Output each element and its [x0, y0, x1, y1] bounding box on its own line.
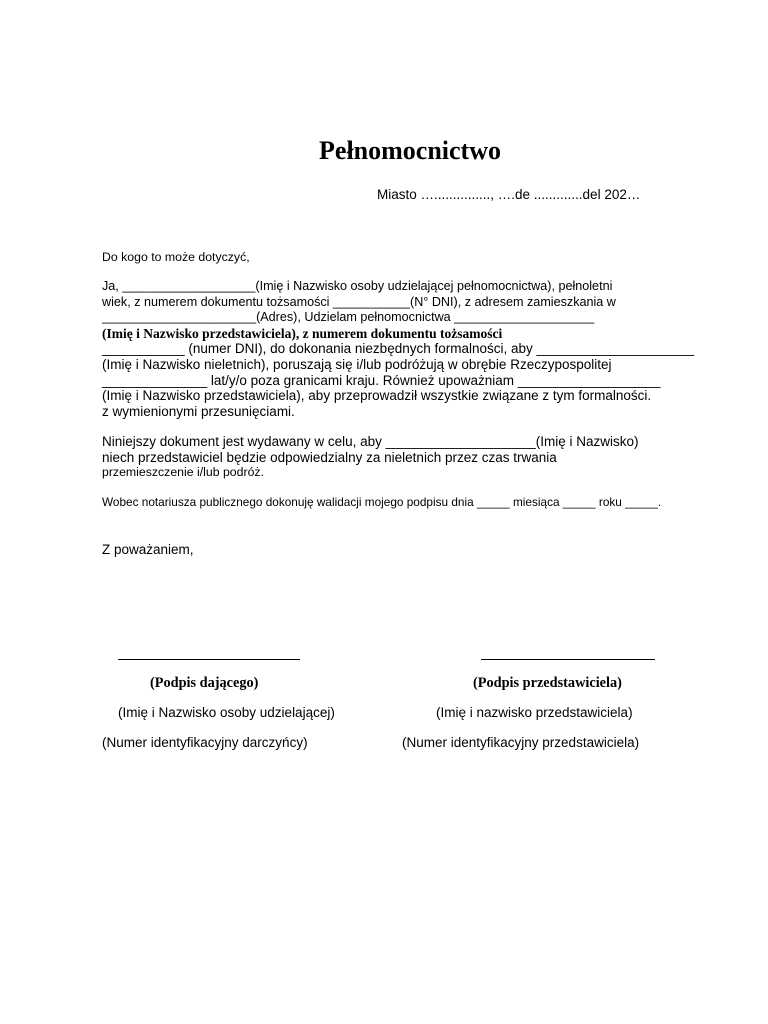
- dateline: Miasto …..............., ….de .............del 202…: [377, 187, 641, 202]
- signer-name-right: (Imię i nazwisko przedstawiciela): [436, 705, 633, 720]
- paragraph-line: Ja, ___________________(Imię i Nazwisko osoby udzielającej pełnomocnictwa), pełnoletni: [102, 279, 613, 293]
- paragraph-line: ___________ (numer DNI), do dokonania niezbędnych formalności, aby _____________________: [102, 341, 695, 357]
- paragraph-line: niech przedstawiciel będzie odpowiedzialny za nieletnich przez czas trwania: [102, 449, 557, 465]
- paragraph-authorization: [102, 279, 694, 419]
- signature-line-right: [481, 659, 655, 660]
- paragraph-line: (Imię i Nazwisko przedstawiciela), aby przeprowadził wszystkie związane z tym formalności.: [102, 388, 652, 404]
- signature-line-left: [118, 659, 300, 660]
- paragraph-line: z wymienionymi przesunięciami.: [102, 403, 295, 419]
- paragraph-purpose: [102, 434, 639, 481]
- paragraph-line: ______________________(Adres), Udzielam pełnomocnictwa ____________________: [102, 310, 595, 325]
- signature-label-left: (Podpis dającego): [150, 675, 259, 691]
- signer-id-right: (Numer identyfikacyjny przedstawiciela): [402, 735, 640, 750]
- notary-statement: Wobec notariusza publicznego dokonuję walidacji mojego podpisu dnia _____ miesiąca _____ roku _____.: [102, 495, 662, 509]
- signature-label-right: (Podpis przedstawiciela): [473, 675, 622, 691]
- paragraph-line: (Imię i Nazwisko nieletnich), poruszają się i/lub podróżują w obrębie Rzeczypospolitej: [102, 356, 612, 372]
- paragraph-line: ______________ lat/y/o poza granicami kraju. Również upoważniam ___________________: [102, 372, 661, 388]
- paragraph-line: wiek, z numerem dokumentu tożsamości ___________(N° DNI), z adresem zamieszkania w: [102, 294, 616, 309]
- paragraph-line-bold: (Imię i Nazwisko przedstawiciela), z numerem dokumentu tożsamości: [102, 325, 503, 341]
- signer-id-left: (Numer identyfikacyjny darczyńcy): [102, 735, 308, 750]
- closing: Z poważaniem,: [102, 542, 194, 557]
- signer-name-left: (Imię i Nazwisko osoby udzielającej): [118, 705, 335, 720]
- salutation: Do kogo to może dotyczyć,: [102, 250, 250, 264]
- document-title: Pełnomocnictwo: [319, 136, 501, 165]
- paragraph-line: Niniejszy dokument jest wydawany w celu, aby ____________________(Imię i Nazwisko): [102, 434, 639, 449]
- paragraph-line: przemieszczenie i/lub podróż.: [102, 465, 264, 480]
